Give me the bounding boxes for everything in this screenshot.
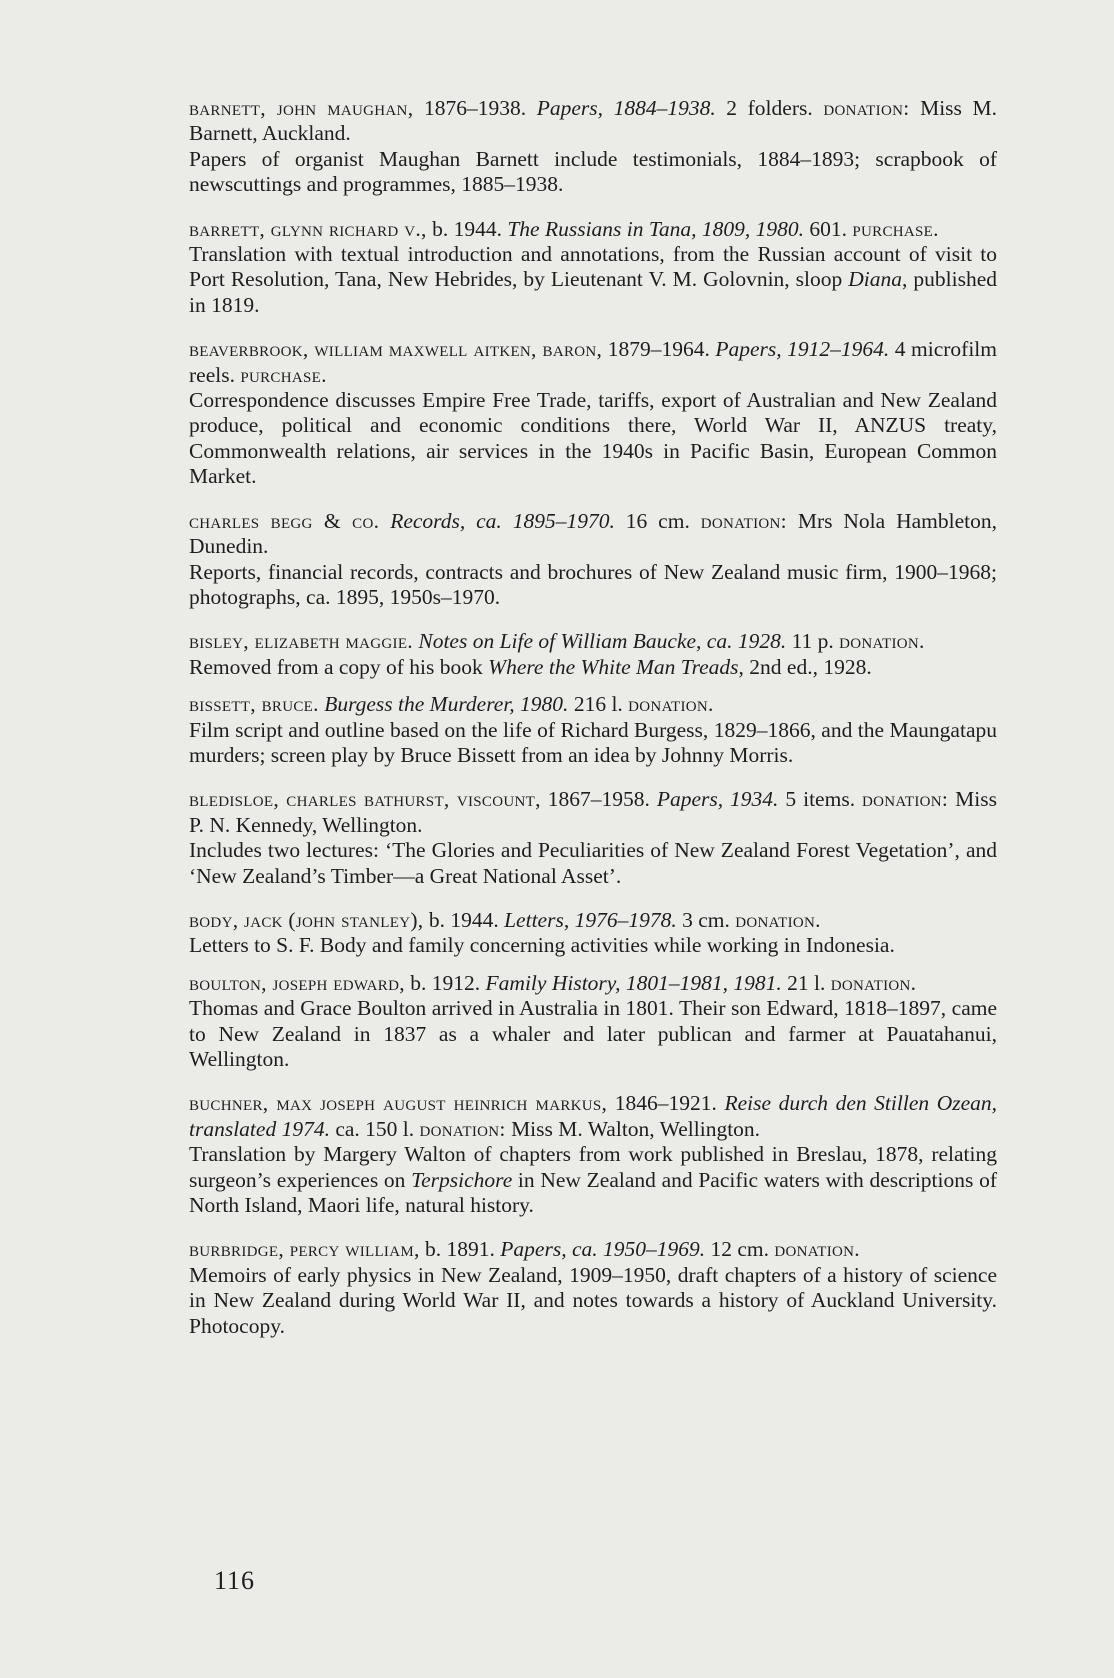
entry-extent: 216 l. — [568, 692, 629, 717]
entry-source: Mrs Nola Hambleton, Dunedin. — [189, 508, 997, 559]
entry-dates: 1867–1958. — [540, 787, 657, 812]
catalogue-entry — [189, 96, 997, 198]
entry-extent: 2 folders. — [715, 96, 824, 120]
entry-description — [189, 838, 997, 889]
entry-heading — [189, 971, 997, 996]
description-text: , 2nd ed., 1928. — [738, 654, 872, 679]
entry-title: Records, ca. 1895–1970. — [390, 508, 615, 533]
entry-dates: 1879–1964. — [602, 337, 716, 362]
entry-heading — [189, 1091, 997, 1142]
entry-extent: 16 cm. — [614, 508, 701, 533]
entry-name: barrett, glynn richard v., — [189, 216, 427, 241]
entry-heading — [189, 217, 997, 242]
description-text: Reports, financial records, contracts and brochures of New Zealand music firm, 1900–1968; photographs, ca. 1895, 1950s–1970. — [189, 559, 997, 609]
entry-name: burbridge, percy william, — [189, 1237, 420, 1262]
entry-acquisition: donation: — [823, 96, 910, 120]
entry-description — [189, 655, 997, 680]
entry-heading — [189, 787, 997, 838]
entry-description — [189, 560, 997, 611]
page-number: 116 — [214, 1566, 256, 1595]
catalogue-entry — [189, 509, 997, 611]
entry-dates: b. 1891. — [419, 1237, 501, 1262]
entry-extent: 601. — [804, 216, 853, 241]
entry-heading — [189, 1237, 997, 1262]
description-text: Papers of organist Maughan Barnett include testimonials, 1884–1893; scrapbook of newscuttings and programmes, 1885–1938. — [189, 146, 997, 197]
entry-extent: 21 l. — [781, 970, 831, 995]
entry-acquisition: donation. — [774, 1237, 860, 1262]
entry-title: Burgess the Murderer, 1980. — [324, 692, 569, 717]
description-italic-text: Diana — [848, 267, 903, 292]
entry-name: beaverbrook, william maxwell aitken, baron, — [189, 337, 603, 362]
entry-extent: 5 items. — [778, 787, 863, 812]
entry-dates: b. 1944. — [426, 216, 508, 241]
entry-extent: 11 p. — [786, 629, 840, 654]
entry-acquisition: donation. — [839, 629, 925, 654]
description-text: , published in 1819. — [189, 267, 997, 317]
entry-heading — [189, 692, 997, 717]
entry-description — [189, 933, 997, 958]
entry-acquisition: purchase. — [852, 216, 939, 241]
description-text: Memoirs of early physics in New Zealand, 1909–1950, draft chapters of a history of science in New Zealand during World War II, and notes towards a history of Auckland University. Photocopy. — [189, 1262, 997, 1338]
catalogue-entry — [189, 217, 997, 319]
catalogue-entry — [189, 692, 997, 768]
entry-dates: 1846–1921. — [607, 1091, 725, 1116]
description-text: Letters to S. F. Body and family concerning activities while working in Indonesia. — [189, 933, 895, 958]
entry-heading — [189, 96, 997, 147]
entry-extent: 3 cm. — [676, 907, 736, 932]
catalogue-entry — [189, 971, 997, 1073]
entry-extent: ca. 150 l. — [329, 1116, 420, 1141]
entry-acquisition: donation: — [700, 508, 787, 533]
entry-heading — [189, 509, 997, 560]
entry-name: bledisloe, charles bathurst, viscount, — [189, 787, 541, 812]
entry-name: barnett, john maughan, — [189, 96, 414, 120]
catalogue-entry — [189, 337, 997, 489]
entry-source: Miss M. Barnett, Auckland. — [189, 96, 997, 146]
entry-source: Miss M. Walton, Wellington. — [505, 1116, 761, 1141]
entry-description — [189, 996, 997, 1072]
entry-extent: 12 cm. — [705, 1237, 775, 1262]
description-text: Translation with textual introduction and annotations, from the Russian account of visit to Port Resolution, Tana, New Hebrides, by Lieutenant V. M. Golovnin, sloop — [189, 242, 997, 292]
entry-title: Letters, 1976–1978. — [504, 907, 677, 932]
entry-name: boulton, joseph edward, — [189, 970, 405, 995]
manuscript-entries-list — [189, 96, 997, 1358]
entry-acquisition: donation: — [862, 787, 949, 812]
entry-title: Reise durch den Stillen Ozean, translated 1974. — [189, 1091, 998, 1141]
entry-name: buchner, max joseph august heinrich markus, — [189, 1091, 608, 1116]
description-text: in New Zealand and Pacific waters with descriptions of North Island, Maori life, natural history. — [189, 1167, 997, 1218]
entry-description — [189, 388, 997, 490]
entry-title: Papers, ca. 1950–1969. — [500, 1237, 706, 1262]
description-italic-text: Terpsichore — [411, 1167, 513, 1192]
entry-name: bisley, elizabeth maggie. — [189, 629, 413, 654]
entry-source: Miss P. N. Kennedy, Wellington. — [189, 787, 997, 837]
entry-dates: 1876–1938. — [413, 96, 537, 120]
entry-description — [189, 147, 997, 198]
description-text: Film script and outline based on the life of Richard Burgess, 1829–1866, and the Maungatapu murders; screen play by Bruce Bissett from an idea by Johnny Morris. — [189, 717, 997, 767]
entry-title: Family History, 1801–1981, 1981. — [485, 970, 782, 995]
entry-title: Papers, 1884–1938. — [536, 96, 716, 120]
entry-description — [189, 242, 997, 318]
entry-heading — [189, 337, 997, 388]
description-italic-text: Where the White Man Treads — [488, 654, 739, 679]
description-text: Translation by Margery Walton of chapters from work published in Breslau, 1878, relating surgeon’s experiences on — [189, 1142, 997, 1192]
catalogue-entry — [189, 1091, 997, 1218]
entry-acquisition: donation. — [830, 970, 917, 995]
entry-description — [189, 718, 997, 769]
catalogue-entry — [189, 787, 997, 889]
entry-dates: b. 1912. — [404, 970, 486, 995]
entry-title: Papers, 1934. — [656, 787, 779, 812]
entry-acquisition: donation. — [628, 692, 714, 717]
entry-title: Papers, 1912–1964. — [715, 337, 890, 362]
entry-description — [189, 1263, 997, 1339]
entry-acquisition: donation: — [419, 1116, 506, 1141]
entry-name: bissett, bruce. — [189, 692, 319, 717]
description-text: Thomas and Grace Boulton arrived in Australia in 1801. Their son Edward, 1818–1897, came to New Zealand in 1837 as a whaler and later publican and farmer at Pauatahanui, Wellington. — [189, 996, 997, 1071]
entry-extent: 4 microfilm reels. — [189, 337, 997, 387]
entry-dates: b. 1944. — [423, 907, 505, 932]
entry-title: The Russians in Tana, 1809, 1980. — [507, 216, 805, 241]
description-text: Removed from a copy of his book — [189, 654, 489, 679]
entry-dates — [379, 509, 390, 533]
entry-heading — [189, 908, 997, 933]
entry-acquisition: purchase. — [240, 362, 327, 387]
entry-name: charles begg & co. — [189, 508, 380, 533]
entry-description — [189, 1142, 997, 1218]
description-text: Includes two lectures: ‘The Glories and Peculiarities of New Zealand Forest Vegetation’, and ‘New Zealand’s Timber—a Great National Asset’. — [189, 838, 997, 888]
catalogue-entry — [189, 1237, 997, 1339]
entry-heading — [189, 629, 997, 654]
entry-name: body, jack (john stanley), — [189, 907, 424, 932]
catalogue-entry — [189, 908, 997, 959]
catalogue-entry — [189, 629, 997, 680]
entry-title: Notes on Life of William Baucke, ca. 1928. — [418, 629, 787, 654]
description-text: Correspondence discusses Empire Free Trade, tariffs, export of Australian and New Zealand produce, political and economic conditions there, World War II, ANZUS treaty, Commonwealth relations, air services in the 1940s in Pacific Basin, European Common Market. — [189, 388, 997, 489]
entry-acquisition: donation. — [735, 907, 821, 932]
